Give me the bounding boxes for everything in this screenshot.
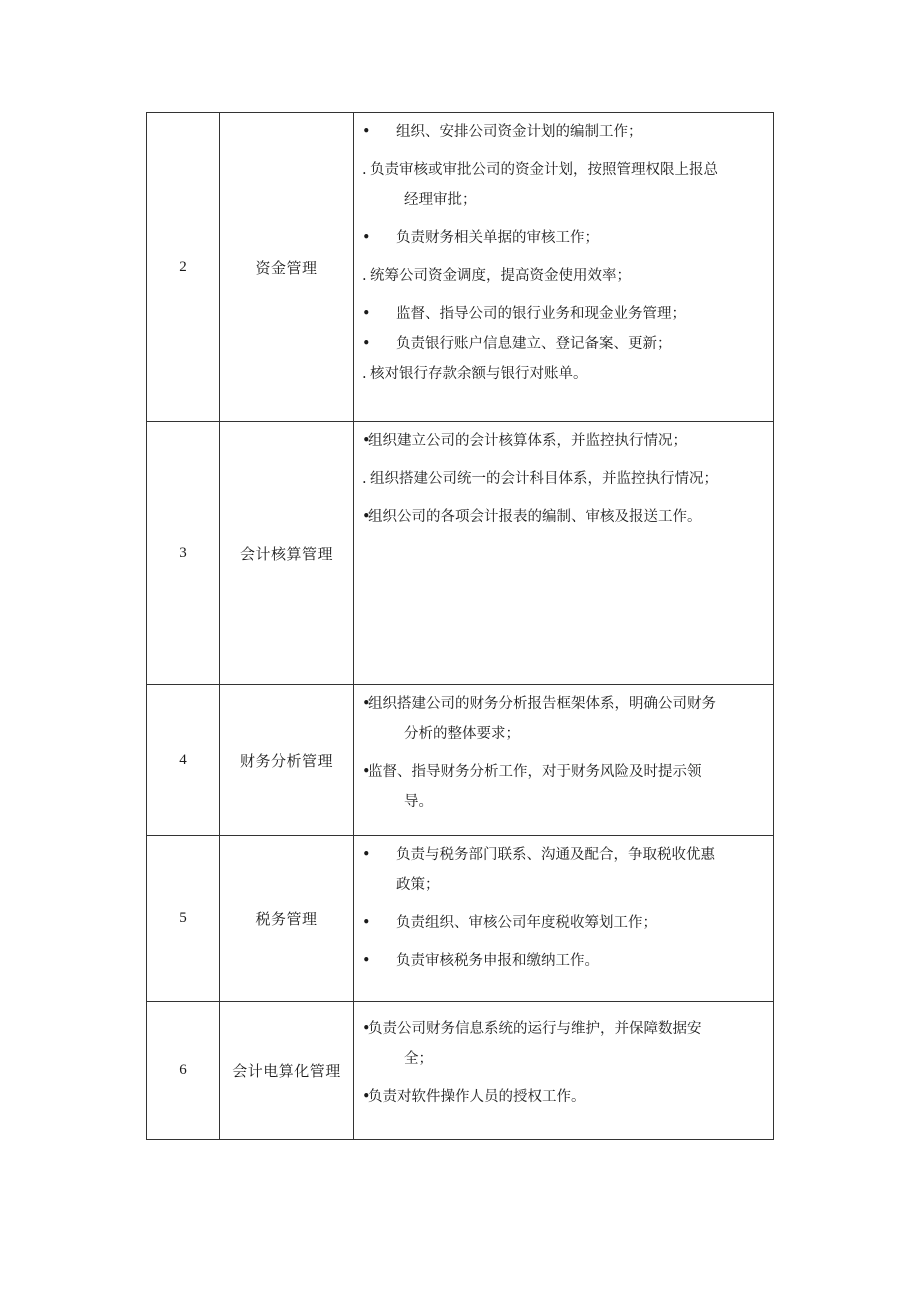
bullet-marker: • bbox=[362, 1089, 371, 1105]
duty-name: 会计电算化管理 bbox=[220, 1002, 354, 1140]
list-item bbox=[354, 223, 773, 253]
list-item bbox=[354, 426, 773, 456]
item-text: 组织搭建公司的财务分析报告框架体系，明确公司财务 bbox=[368, 696, 716, 712]
bullet-marker: • bbox=[362, 764, 371, 780]
list-item bbox=[354, 117, 773, 147]
item-continuation: 分析的整体要求； bbox=[404, 726, 520, 742]
responsibility-table bbox=[146, 112, 774, 1140]
list-item bbox=[354, 840, 773, 900]
list-item bbox=[354, 1082, 773, 1112]
bullet-marker: . bbox=[362, 268, 367, 284]
bullet-marker: • bbox=[362, 509, 371, 525]
bullet-marker: • bbox=[362, 696, 371, 712]
list-item bbox=[354, 689, 773, 749]
duty-description bbox=[354, 113, 774, 422]
bullet-marker: • bbox=[362, 124, 371, 140]
list-item bbox=[354, 502, 773, 532]
item-text: 核对银行存款余额与银行对账单。 bbox=[370, 366, 588, 382]
item-text: 负责组织、审核公司年度税收筹划工作； bbox=[396, 915, 657, 931]
item-text: 监督、指导公司的银行业务和现金业务管理； bbox=[396, 306, 686, 322]
duty-description bbox=[354, 836, 774, 1002]
item-text: 负责审核税务申报和缴纳工作。 bbox=[396, 953, 599, 969]
bullet-marker: • bbox=[362, 1021, 371, 1037]
item-text: 组织建立公司的会计核算体系，并监控执行情况； bbox=[368, 433, 687, 449]
bullet-marker: . bbox=[362, 471, 367, 487]
bullet-marker: . bbox=[362, 366, 367, 382]
item-text: 负责公司财务信息系统的运行与维护，并保障数据安 bbox=[368, 1021, 702, 1037]
list-item bbox=[354, 757, 773, 817]
item-text: 统筹公司资金调度，提高资金使用效率； bbox=[370, 268, 631, 284]
item-text: 负责银行账户信息建立、登记备案、更新； bbox=[396, 336, 672, 352]
item-text: 组织、安排公司资金计划的编制工作； bbox=[396, 124, 643, 140]
list-item bbox=[354, 261, 773, 291]
table-row bbox=[147, 685, 774, 836]
duty-name: 税务管理 bbox=[220, 836, 354, 1002]
item-text: 组织公司的各项会计报表的编制、审核及报送工作。 bbox=[368, 509, 702, 525]
row-number: 2 bbox=[147, 113, 220, 422]
duty-description bbox=[354, 422, 774, 685]
list-item bbox=[354, 908, 773, 938]
bullet-marker: . bbox=[362, 162, 367, 178]
duty-name: 资金管理 bbox=[220, 113, 354, 422]
item-text: 负责财务相关单据的审核工作； bbox=[396, 230, 599, 246]
list-item bbox=[354, 464, 773, 494]
item-text: 负责对软件操作人员的授权工作。 bbox=[368, 1089, 586, 1105]
item-text: 监督、指导财务分析工作，对于财务风险及时提示领 bbox=[368, 764, 702, 780]
row-number: 6 bbox=[147, 1002, 220, 1140]
table-row bbox=[147, 836, 774, 1002]
list-item bbox=[354, 1014, 773, 1074]
item-continuation: 导。 bbox=[404, 794, 433, 810]
bullet-marker: • bbox=[362, 847, 371, 863]
bullet-marker: • bbox=[362, 306, 371, 322]
duty-description bbox=[354, 1002, 774, 1140]
bullet-marker: • bbox=[362, 915, 371, 931]
duty-description bbox=[354, 685, 774, 836]
item-text: 组织搭建公司统一的会计科目体系，并监控执行情况； bbox=[370, 471, 718, 487]
bullet-marker: • bbox=[362, 433, 371, 449]
duty-name: 会计核算管理 bbox=[220, 422, 354, 685]
item-continuation: 全； bbox=[404, 1051, 433, 1067]
duty-name: 财务分析管理 bbox=[220, 685, 354, 836]
row-number: 4 bbox=[147, 685, 220, 836]
bullet-marker: • bbox=[362, 230, 371, 246]
table-row bbox=[147, 1002, 774, 1140]
item-text: 负责审核或审批公司的资金计划，按照管理权限上报总 bbox=[370, 162, 718, 178]
list-item bbox=[354, 329, 773, 359]
list-item bbox=[354, 155, 773, 215]
list-item bbox=[354, 299, 773, 329]
row-number: 3 bbox=[147, 422, 220, 685]
list-item bbox=[354, 946, 773, 976]
item-continuation: 政策； bbox=[396, 877, 440, 893]
item-text: 负责与税务部门联系、沟通及配合，争取税收优惠 bbox=[396, 847, 715, 863]
table-row bbox=[147, 422, 774, 685]
row-number: 5 bbox=[147, 836, 220, 1002]
table-row bbox=[147, 113, 774, 422]
bullet-marker: • bbox=[362, 336, 371, 352]
list-item bbox=[354, 359, 773, 389]
item-continuation: 经理审批； bbox=[404, 192, 477, 208]
bullet-marker: • bbox=[362, 953, 371, 969]
